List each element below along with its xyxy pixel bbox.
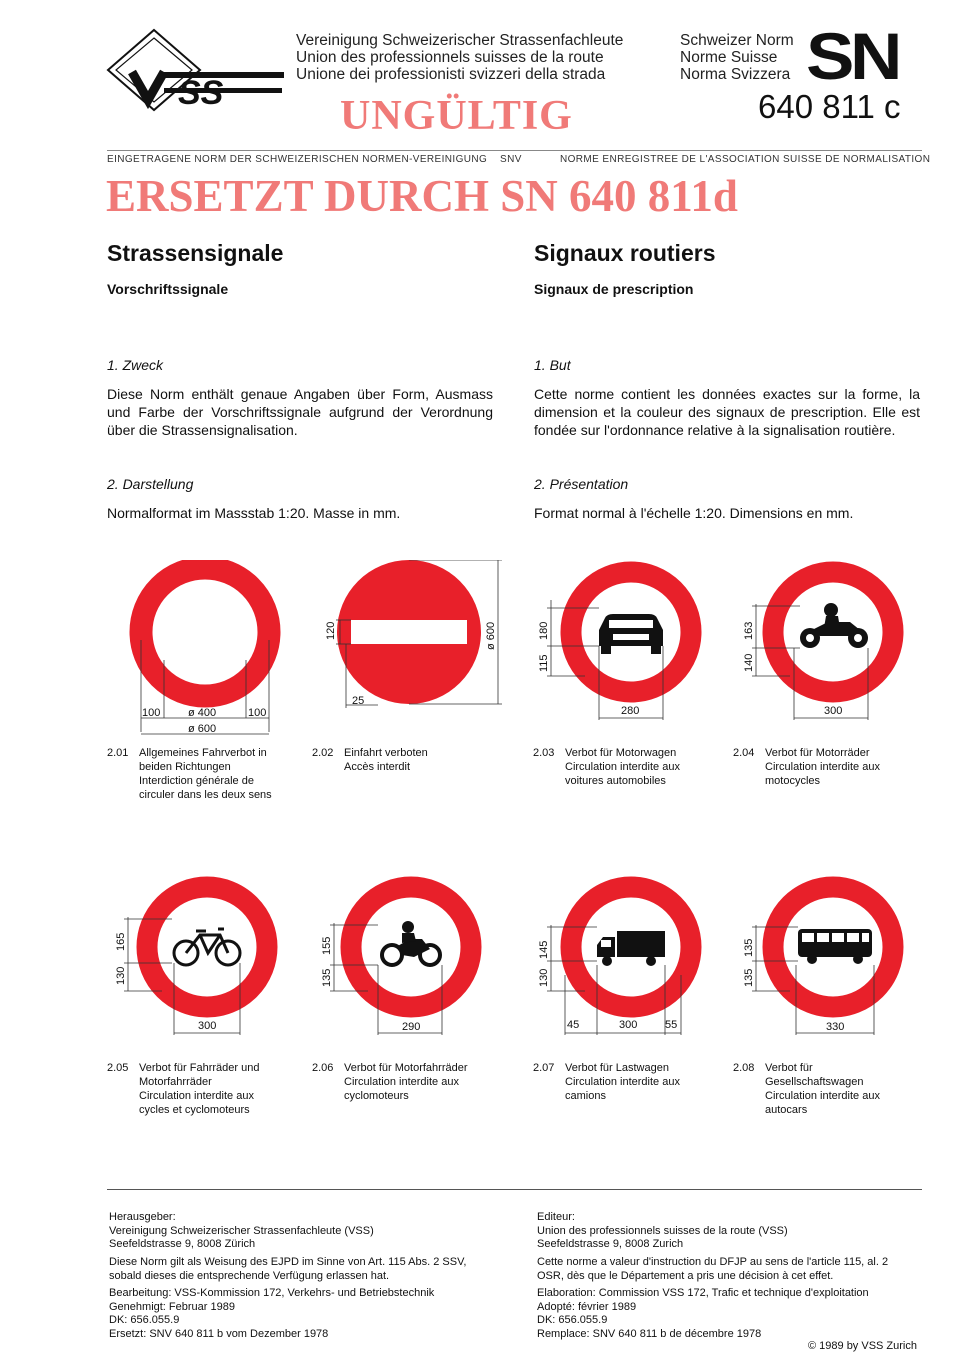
caption-text: Verbot für Motorfahrräder Circulation interdite aux cyclomoteurs	[344, 1062, 468, 1102]
sign-2-07-dim-d: 300	[619, 1019, 638, 1031]
section-1-title-de: 1. Zweck	[107, 357, 164, 373]
sign-2-07-dim-c: 45	[567, 1019, 580, 1031]
sign-2-07-dim-e: 55	[665, 1019, 678, 1031]
snv-label: SNV	[500, 154, 522, 165]
caption-number: 2.05	[107, 1062, 129, 1074]
sign-2-04-dim-c: 300	[824, 705, 843, 717]
copyright: © 1989 by VSS Zurich	[808, 1340, 917, 1352]
sign-2-03	[535, 560, 715, 725]
sign-2-01-dim-d: ø 600	[188, 723, 217, 735]
caption-text: Verbot für Gesellschaftswagen Circulation interdite aux autocars	[765, 1062, 880, 1116]
sign-2-08-dim-b: 135	[743, 968, 755, 987]
bus-icon	[798, 929, 872, 964]
footer-meta-de: Bearbeitung: VSS-Kommission 172, Verkehrs- und Betriebstechnik Genehmigt: Februar 1989 DK: 656.055.9 Ersetzt: SNV 640 811 b vom Dezember 1978	[109, 1287, 435, 1340]
sign-2-08-dim-c: 330	[826, 1021, 845, 1033]
subtitle-de: Vorschriftssignale	[107, 281, 229, 297]
truck-icon	[597, 931, 665, 966]
sign-2-04	[740, 560, 920, 725]
footer-publisher-de: Herausgeber: Vereinigung Schweizerischer Strassenfachleute (VSS) Seefeldstrasse 9, 8008 Zürich	[109, 1211, 374, 1250]
caption-2-08	[733, 1061, 923, 1121]
norm-label-de: Schweizer Norm	[680, 32, 794, 49]
caption-number: 2.08	[733, 1062, 755, 1074]
section-1-text-de: Diese Norm enthält genaue Angaben über Form, Ausmass und Farbe der Vorschriftssignale aufgrund der Verordnung über die Strassensignalisation.	[107, 386, 493, 438]
sign-2-02-dim-c: ø 600	[485, 621, 497, 650]
stamp-replaced: ERSETZT DURCH SN 640 811d	[106, 171, 738, 221]
caption-text: Verbot für Fahrräder und Motorfahrräder Circulation interdite aux cycles et cyclomoteurs	[139, 1062, 260, 1116]
sign-2-06-dim-b: 135	[321, 968, 333, 987]
caption-2-05	[107, 1061, 297, 1121]
caption-2-04	[733, 746, 923, 806]
section-1-text-fr: Cette norme contient les données exactes sur la forme, la dimension et la couleur des signaux de prescription. Elle est fondée sur l'ordonnance relative à la signalisation routière.	[534, 386, 920, 438]
section-1-title-fr: 1. But	[534, 357, 571, 373]
sign-2-03-dim-c: 280	[621, 705, 640, 717]
stamp-invalid: UNGÜLTIG	[340, 93, 573, 139]
sign-2-06	[318, 875, 498, 1040]
no-entry-bar-icon	[351, 620, 467, 644]
sign-2-01	[120, 560, 300, 740]
caption-number: 2.02	[312, 747, 334, 759]
sign-2-01-dim-a: 100	[142, 707, 161, 719]
sign-2-07-dim-a: 145	[538, 940, 550, 959]
sign-2-01-dim-c: 100	[248, 707, 267, 719]
sign-2-02	[318, 560, 508, 720]
section-2-text-de: Normalformat im Massstab 1:20. Masse in mm.	[107, 505, 401, 521]
norm-label-fr: Norme Suisse	[680, 49, 778, 66]
caption-2-02	[312, 746, 502, 806]
caption-2-06	[312, 1061, 502, 1121]
caption-number: 2.04	[733, 747, 755, 759]
sign-2-05-dim-c: 300	[198, 1020, 217, 1032]
registered-norm-de: EINGETRAGENE NORM DER SCHWEIZERISCHEN NORMEN-VEREINIGUNG	[107, 154, 488, 165]
footer-meta-fr: Elaboration: Commission VSS 172, Trafic et technique d'exploitation Adopté: février 1989 DK: 656.055.9 Remplace: SNV 640 811 b de décembre 1978	[537, 1287, 869, 1340]
caption-text: Verbot für Motorwagen Circulation interdite aux voitures automobiles	[565, 747, 680, 787]
footer-publisher-fr: Editeur: Union des professionnels suisses de la route (VSS) Seefeldstrasse 9, 8008 Zurich	[537, 1211, 788, 1250]
caption-text: Einfahrt verboten Accès interdit	[344, 747, 428, 773]
motorcycle-icon	[800, 603, 868, 648]
sign-2-08-dim-a: 135	[743, 938, 755, 957]
sign-2-02-dim-a: 120	[325, 621, 337, 640]
sn-logo: SN	[806, 19, 899, 93]
sign-2-03-dim-a: 180	[538, 621, 550, 640]
sign-2-05	[112, 875, 292, 1040]
org-name-de: Vereinigung Schweizerischer Strassenfachleute	[296, 32, 624, 49]
vss-diamond-logo-icon	[104, 28, 286, 112]
sign-2-04-dim-a: 163	[743, 621, 755, 640]
sign-2-01-dim-b: ø 400	[188, 707, 217, 719]
sign-2-07	[535, 875, 715, 1040]
norm-label-it: Norma Svizzera	[680, 66, 791, 83]
sign-2-08	[740, 875, 920, 1040]
title-de: Strassensignale	[107, 240, 284, 266]
org-name-fr: Union des professionnels suisses de la route	[296, 49, 604, 66]
caption-2-01	[107, 746, 297, 806]
caption-number: 2.07	[533, 1062, 555, 1074]
caption-text: Allgemeines Fahrverbot in beiden Richtungen Interdiction générale de circuler dans les deux sens	[139, 747, 272, 801]
registered-norm-fr: NORME ENREGISTREE DE L'ASSOCIATION SUISSE DE NORMALISATION	[560, 154, 931, 165]
caption-text: Verbot für Motorräder Circulation interdite aux motocycles	[765, 747, 880, 787]
sign-2-04-dim-b: 140	[743, 653, 755, 672]
caption-text: Verbot für Lastwagen Circulation interdite aux camions	[565, 1062, 680, 1102]
sign-2-06-dim-c: 290	[402, 1021, 421, 1033]
car-icon	[599, 614, 663, 654]
subtitle-fr: Signaux de prescription	[534, 281, 694, 297]
sign-2-06-dim-a: 155	[321, 936, 333, 955]
footer-directive-de: Diese Norm gilt als Weisung des EJPD im Sinne von Art. 115 Abs. 2 SSV, sobald dieses die entsprechende Verfügung erlassen hat.	[109, 1256, 467, 1282]
section-2-title-de: 2. Darstellung	[107, 476, 194, 492]
section-2-text-fr: Format normal à l'échelle 1:20. Dimensions en mm.	[534, 505, 854, 521]
sign-2-05-dim-b: 130	[115, 966, 127, 985]
caption-number: 2.03	[533, 747, 555, 759]
caption-number: 2.01	[107, 747, 129, 759]
moped-icon	[382, 921, 440, 965]
footer-directive-fr: Cette norme a valeur d'instruction du DFJP au sens de l'article 115, al. 2 OSR, dès que le Département a pris une décision à cet effet.	[537, 1256, 889, 1282]
title-fr: Signaux routiers	[534, 240, 716, 266]
sign-2-05-dim-a: 165	[115, 932, 127, 951]
norm-number: 640 811 c	[758, 88, 901, 125]
sign-2-07-dim-b: 130	[538, 968, 550, 987]
caption-number: 2.06	[312, 1062, 334, 1074]
vss-logo	[104, 28, 286, 112]
sign-2-02-dim-b: 25	[352, 695, 365, 707]
bicycle-icon	[174, 929, 240, 965]
org-name-it: Unione dei professionisti svizzeri della strada	[296, 66, 606, 83]
caption-2-03	[533, 746, 723, 806]
caption-2-07	[533, 1061, 723, 1121]
sign-2-03-dim-b: 115	[538, 654, 550, 672]
section-2-title-fr: 2. Présentation	[534, 476, 629, 492]
